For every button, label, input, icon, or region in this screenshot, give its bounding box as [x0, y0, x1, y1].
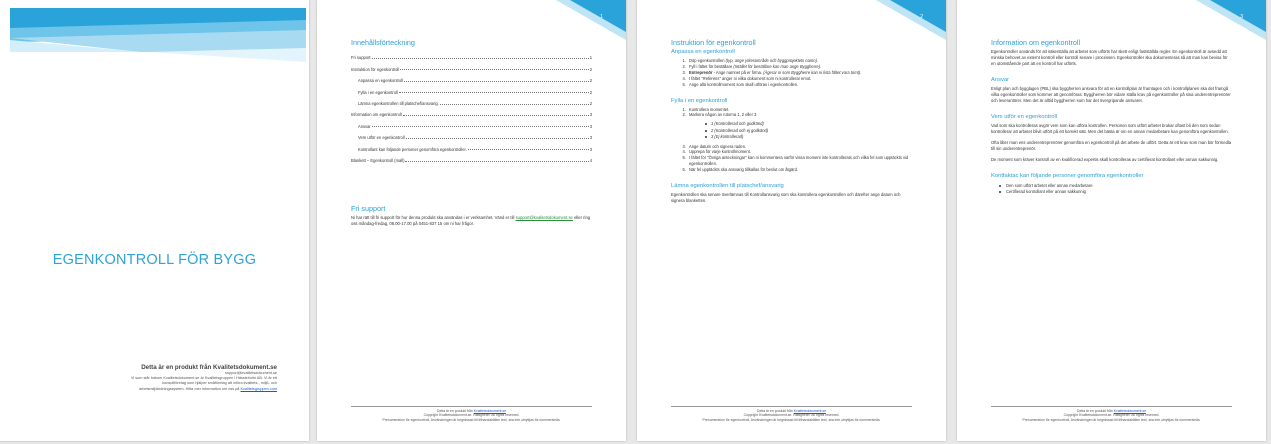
toc-entry[interactable]: [351, 95, 592, 106]
footer-link[interactable]: Kvalitetsdokument.se: [1113, 409, 1146, 413]
toc-entry-label: Fylla i en egenkontroll: [358, 89, 398, 95]
cover-page: [0, 0, 309, 441]
toc-leader: [440, 104, 589, 105]
toc-entry-label: Anpassa en egenkontroll: [358, 78, 404, 84]
toc-entry-page: 3: [589, 112, 592, 118]
toc-entry[interactable]: [351, 106, 592, 117]
cover-product-line: Detta är en produkt från Kvalitetsdokument.se: [141, 364, 277, 371]
list-item-emphasis: (typ, ange yrkesområde och byggprojektets namn).: [725, 58, 819, 63]
list-item: 2. Fyll i fältet för beställare (Intället för beställare kan man ange Byggherre).: [687, 64, 912, 70]
toc-entry-label: Information om egenkontroll: [351, 112, 402, 118]
toc-entry-label: Blankett – Egenkontroll (mall): [351, 157, 405, 163]
toc-leader: [400, 69, 588, 70]
cover-support-email[interactable]: support@kvalitetsdokument.se: [225, 371, 277, 375]
vem-text-3: De moment som kräver kontroll av en kvalificerad expertis skall kontrolleras av certifierat kontrollant eller annan sakkunnig.: [991, 157, 1219, 162]
toc-entry-label: Fri support: [351, 55, 371, 61]
cover-footer: [37, 364, 277, 392]
fylla-steps: [671, 107, 912, 174]
list-item: 4. Upprepa för varje kontrollmoment.: [687, 149, 912, 155]
toc-entry-page: 1: [589, 55, 592, 61]
toc-leader: [468, 149, 589, 150]
page-footer: Detta är en produkt från Kvalitetsdokument.se Copyright Kvalitetsdokument.se. Rättigheter. All rights reserved. Prenumeration för egenkontroll. Användningen är begränsad till tillhandahållen text, ska inte utnyttjas för kommersiella.: [671, 406, 912, 422]
list-item: 2. Markera någon av rutorna 1, 2 eller 3 1 (Kontrollerad och godkänd) 2 (Kontrollerad och ej godkänd) 3 (Ej kontrollerad): [687, 112, 912, 140]
page-corner-graphic: [556, 0, 626, 40]
list-item-emphasis: "Referens": [701, 75, 721, 81]
toc-entry[interactable]: [351, 83, 592, 94]
sub-item-text: 2 (Kontrollerad och ej godkänd): [711, 127, 769, 133]
toc-leader: [372, 58, 589, 59]
information-title: Information om egenkontroll: [991, 38, 1081, 47]
cover-about-link[interactable]: Kvalitetsgruppen.com: [240, 386, 277, 391]
section-anpassa-title: Anpassa en egenkontroll: [671, 49, 735, 55]
toc-leader: [406, 138, 589, 139]
list-item: 4. I fältet "Referens" anger ni vilka dokument som ni kontrollerar emot.: [687, 76, 912, 82]
information-page: [957, 0, 1266, 441]
ansvar-title: Ansvar: [991, 77, 1010, 83]
bullet-icon: [705, 136, 707, 138]
toc-leader: [403, 115, 589, 116]
list-item: [999, 189, 1232, 195]
page-footer: Detta är en produkt från Kvalitetsdokument.se Copyright Kvalitetsdokument.se. Rättigheter. All rights reserved. Prenumeration för egenkontroll. Användningen är begränsad till tillhandahållen text, ska inte utnyttjas för kommersiella.: [991, 406, 1232, 422]
cover-title: EGENKONTROLL FÖR BYGG: [52, 252, 257, 268]
list-item: 5. Ange alla kontrollmoment som skall utföras i egenkontrollen.: [687, 82, 912, 88]
support-title: Fri support: [351, 203, 386, 213]
bullet-icon: [705, 123, 707, 125]
toc-entry[interactable]: [351, 49, 592, 60]
bullet-icon: [999, 185, 1001, 187]
toc-entry-label: Vem utför en egenkontroll: [358, 135, 405, 141]
toc-page: [317, 0, 626, 441]
sub-item-text: 3 (Ej kontrollerad): [711, 134, 744, 140]
vem-title: Vem utför en egenkontroll: [991, 114, 1058, 120]
information-content: [991, 38, 1232, 195]
vem-text-2: Ofta låter man ens underentreprenörer genomföra en egenkontroll på det arbete de utfört. Detta är ett krav som man bör förmedla till sin underentreprenör.: [991, 140, 1232, 151]
toc-entry-label: Ansvar: [358, 123, 371, 129]
bullet-icon: [999, 191, 1001, 193]
vem-text-1: Vad som ska kontrolleras avgör vem som kan utföra kontrollen. Personen som utfört arbetet brukar oftast bli den som sedan kontrollerar att arbetet blivit utfört på ett korrekt sätt. Men det bästa är om en annan medarbetare kan genomföra egenkontrollen.: [991, 123, 1229, 134]
anpassa-steps: [671, 58, 912, 88]
toc-entry-page: 3: [589, 123, 592, 129]
list-item-text: Certifierad kontrollant eller annan sakkunnig: [1006, 189, 1086, 195]
page-number: 3: [1240, 14, 1243, 20]
toc-entry[interactable]: [351, 152, 592, 163]
kontrollant-list: [991, 183, 1232, 195]
toc-entry-page: 3: [589, 146, 592, 152]
toc-content: [351, 38, 592, 227]
toc-list: [351, 49, 592, 163]
toc-entry-page: 2: [589, 66, 592, 72]
support-text: Ni har rätt till fri support för hur denna produkt ska användas i er verksamhet. Vänd er till support@kvalitetsdokument.se eller ring oss måndag-fredag, 08.00-17.00 på 0451-837 15 om ni har frågor.: [351, 214, 591, 226]
list-item-emphasis: (Ägerar ni som Byggherre kan ni lista fältet vara tomt).: [763, 69, 862, 75]
toc-entry-page: 2: [589, 100, 592, 106]
toc-entry-label: Kontrollant kan följande personer genomföra egenkontroller.: [358, 146, 467, 152]
bullet-icon: [705, 130, 707, 132]
toc-leader: [404, 81, 589, 82]
toc-entry[interactable]: [351, 72, 592, 83]
section-fylla-title: Fylla i en egenkontroll: [671, 97, 728, 104]
page-footer: Detta är en produkt från Kvalitetsdokument.se Copyright Kvalitetsdokument.se. Rättigheter. All rights reserved. Prenumeration för egenkontroll. Användningen är begränsad till tillhandahållen text, ska inte utnyttjas för kommersiella.: [351, 406, 592, 422]
instructions-page: [637, 0, 946, 441]
toc-entry-page: 2: [589, 89, 592, 95]
toc-entry-label: Lämna egenkontrollen till platschef/ansvarig.: [358, 100, 439, 106]
toc-entry-page: 3: [589, 135, 592, 141]
section-lamna-title: Lämna egenkontrollen till platschef/ansvarig: [671, 183, 784, 190]
toc-leader: [405, 161, 588, 162]
cover-banner-graphic: [0, 0, 309, 70]
list-item-text: Den som utfört arbetet eller annan medarbetare: [1006, 183, 1093, 188]
toc-entry[interactable]: [351, 140, 592, 151]
cover-about-line-1: Vi som står bakom Kvalitetsdokument.se är Kvalitetsgruppen i Hässleholm AB. Vi är ett: [130, 376, 277, 381]
toc-entry[interactable]: [351, 60, 592, 71]
support-email-link[interactable]: support@kvalitetsdokument.se: [515, 214, 573, 220]
list-item: 1. Döp egenkontrollen (typ, ange yrkesområde och byggprojektets namn).: [687, 58, 912, 64]
list-item: 3. Ange datum och signera raden.: [687, 144, 912, 150]
page-number: 2: [920, 14, 923, 20]
toc-leader: [399, 92, 589, 93]
instructions-content: [671, 38, 912, 204]
instructions-title: Instruktion för egenkontroll: [671, 38, 756, 47]
sub-list-item: [703, 134, 912, 140]
sub-item-text: 1 (Kontrollerad och godkänd): [711, 121, 764, 127]
ansvar-text: Enligt plan och bygglagen (PBL) ska byggherren ansvara för att en kontrollplan är framtagen och i kontrollplanen ska det framgå vilka egenkontroller som kommer att genomföras. Byggherren bör vidare ställa krav på egenkontroller på sina underentreprenörer och leverantörer. Men det är alltid byggherren som har det övergripande ansvaret.: [991, 86, 1231, 103]
page-corner-graphic: [876, 0, 946, 40]
toc-entry-page: 4: [589, 157, 592, 163]
footer-link[interactable]: Kvalitetsdokument.se: [793, 409, 826, 413]
list-item: 6. När fel upptäckts ska ansvarig tillkallas för beslut om åtgärd.: [687, 167, 912, 173]
toc-title: Innehållsförteckning: [351, 38, 415, 47]
page-corner-graphic: [1196, 0, 1266, 40]
list-item-emphasis: (Intället för beställare kan man ange Byggherre).: [733, 63, 822, 69]
cover-about-line-3: arbetsmiljöledningssystem. Hitta mer information om oss på Kvalitetsgruppen.com: [138, 386, 277, 391]
information-intro: Egenkontroller används för att säkerställa att arbetet som utförts har skett enligt fastställda regler. En egenkontroll är avsedd att minska behovet av externt kontroll eller kontroll senare i processen. Egenkontroller ska dokumenteras så att man kan bevisa för en utomstående part att en kontroll har utförts.: [991, 49, 1228, 66]
kontrollant-title: Kontfaktac kan följande personer genomföra egenkontroller: [991, 173, 1144, 179]
footer-link[interactable]: Kvalitetsdokument.se: [473, 409, 506, 413]
list-item: 3. Entreprenör - Ange namnet på er firma. (Ägerar ni som Byggherre kan ni lista fältet vara tomt).: [687, 70, 912, 76]
list-item: 1. Kontrollera momentet.: [687, 107, 912, 113]
sub-list: [689, 121, 912, 140]
list-item-strong: Entreprenör: [689, 69, 713, 75]
toc-leader: [372, 126, 589, 127]
toc-entry-page: 2: [589, 78, 592, 84]
toc-entry[interactable]: [351, 129, 592, 140]
lamna-text: Egenkontrollen ska senare överlämnas till Kontrollansvarig som ska kontrollera egenkontrollen och därefter ange datum och signera blanketten.: [671, 192, 901, 204]
page-number: 1: [600, 14, 603, 20]
list-item: 5. I fältet för "Övriga anteckningar" kan ni kommentera varför vissa moment inte kontrollerats och vilka fel som upptäckts vid egenkontrollen.: [687, 155, 912, 167]
toc-entry-label: Instruktion för egenkontroll: [351, 66, 400, 72]
cover-about-line-2: konsultföretag som hjälper småföretag att införa kvalitets-, miljö- och: [162, 381, 277, 386]
toc-entry[interactable]: [351, 117, 592, 128]
